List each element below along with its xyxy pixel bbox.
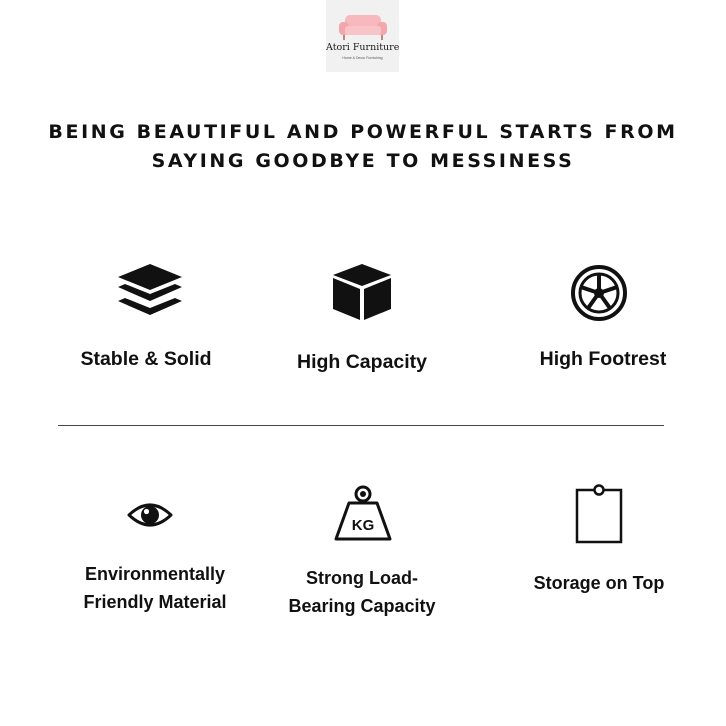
layers-icon (116, 262, 184, 320)
feature-label-storage-on-top: Storage on Top (533, 573, 665, 593)
feature-label-line-2: Friendly Material (83, 592, 227, 612)
wheel-icon (570, 264, 628, 322)
feature-label-line-1: Strong Load- (306, 568, 418, 588)
feature-label-high-footrest: High Footrest (539, 348, 667, 370)
brand-name: Atori Furniture (326, 42, 400, 53)
feature-label-load-bearing (262, 564, 462, 620)
brand-logo (326, 0, 399, 72)
weight-kg-text: KG (351, 517, 375, 534)
headline-line-2: SAYING GOODBYE TO MESSINESS (151, 150, 575, 172)
headline (40, 118, 686, 176)
feature-label-line-1: Environmentally (84, 564, 226, 584)
note-pin-icon (573, 482, 625, 546)
headline-line-1: BEING BEAUTIFUL AND POWERFUL STARTS FROM (48, 121, 678, 143)
feature-label-environmentally-friendly (55, 560, 255, 616)
brand-tagline: Home & Decor Furnishing (342, 56, 383, 60)
section-divider (58, 425, 664, 426)
weight-kg-icon (333, 483, 393, 543)
sofa-icon (337, 14, 389, 41)
eye-icon (127, 497, 173, 533)
feature-label-high-capacity: High Capacity (296, 351, 428, 373)
feature-label-stable-solid: Stable & Solid (80, 348, 212, 370)
feature-label-line-2: Bearing Capacity (288, 596, 436, 616)
cube-icon (331, 262, 393, 322)
